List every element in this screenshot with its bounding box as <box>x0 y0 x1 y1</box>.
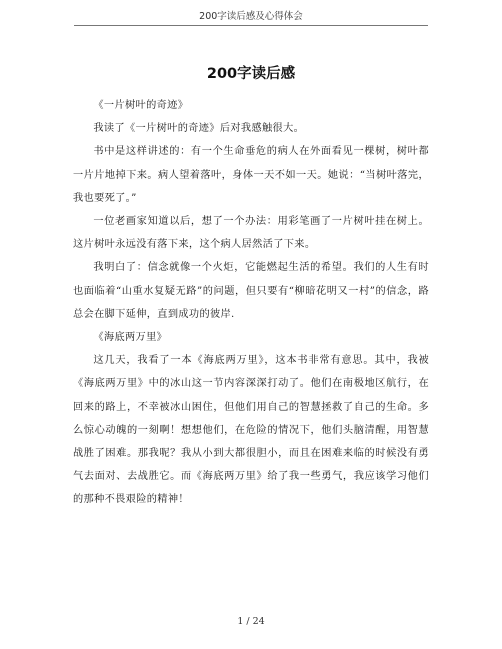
document-body <box>73 94 429 512</box>
paragraph: 书中是这样讲述的：有一个生命垂危的病人在外面看见一棵树，树叶都一片片地掉下来。病人望着落叶，身体一天不如一天。她说：“当树叶落完，我也要死了。” <box>73 146 429 204</box>
document-title: 200字读后感 <box>206 66 296 82</box>
paragraph: 我读了《一片树叶的奇迹》后对我感触很大。 <box>93 123 305 135</box>
paragraph: 一位老画家知道以后，想了一个办法：用彩笔画了一片树叶挂在树上。这片树叶永远没有落下来，这个病人居然活了下来。 <box>73 216 429 251</box>
book-title-2: 《海底两万里》 <box>93 332 168 344</box>
paragraph: 我明白了：信念就像一个火炬，它能燃起生活的希望。我们的人生有时也面临着“山重水复疑无路”的问题，但只要有“柳暗花明又一村”的信念，路总会在脚下延伸，直到成功的彼岸. <box>73 262 429 320</box>
page-number: 1 / 24 <box>237 616 265 627</box>
header-divider <box>74 25 428 26</box>
paragraph: 这几天，我看了一本《海底两万里》，这本书非常有意思。其中，我被《海底两万里》中的冰山这一节内容深深打动了。他们在南极地区航行，在回来的路上，不幸被冰山困住，但他们用自己的智慧拯救了自己的生命。多么惊心动魄的一刻啊！想想他们，在危险的情况下，他们头脑清醒，用智慧战胜了困难。那我呢？我从小到大都很胆小，而且在困难来临的时候没有勇气去面对、去战胜它。而《海底两万里》给了我一些勇气，我应该学习他们的那种不畏艰险的精神！ <box>73 355 429 506</box>
running-header: 200字读后感及心得体会 <box>199 11 303 22</box>
book-title-1: 《一片树叶的奇迹》 <box>93 100 189 111</box>
